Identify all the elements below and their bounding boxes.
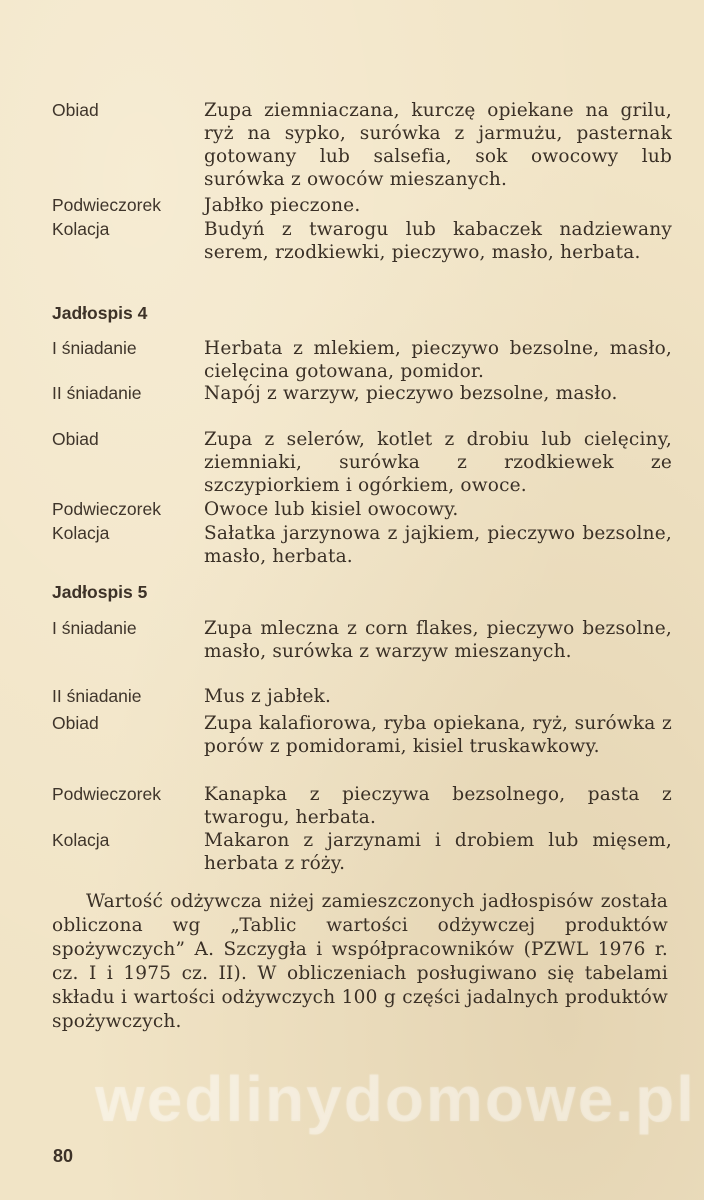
meal-description: Sałatka jarzynowa z jajkiem, pieczywo bezsolne, masło, herbata.	[204, 523, 672, 567]
menu-entry-kolacja	[52, 218, 672, 264]
meal-description: Zupa ziemniaczana, kurczę opiekane na grilu, ryż na sypko, surówka z jarmużu, pasternak gotowany lub salsefia, sok owocowy lub surówka z owoców mieszanych.	[204, 100, 672, 190]
meal-description: Makaron z jarzynami i drobiem lub mięsem, herbata z róży.	[204, 830, 672, 874]
meal-label: Podwieczorek	[52, 784, 161, 804]
meal-description: Kanapka z pieczywa bezsolnego, pasta z twarogu, herbata.	[204, 784, 672, 828]
menu-5-entry-i-sniadanie	[52, 617, 672, 663]
meal-description: Budyń z twarogu lub kabaczek nadziewany serem, rzodkiewki, pieczywo, masło, herbata.	[204, 219, 672, 263]
menu-5-entry-podwieczorek	[52, 783, 672, 829]
meal-label: Obiad	[52, 429, 99, 449]
meal-label: Kolacja	[52, 523, 110, 543]
meal-description: Zupa kalafiorowa, ryba opiekana, ryż, surówka z porów z pomidorami, kisiel truskawkowy.	[204, 713, 672, 757]
menu-5-entry-obiad	[52, 712, 672, 758]
menu-5-title: Jadłospis 5	[52, 582, 148, 602]
meal-description: Napój z warzyw, pieczywo bezsolne, masło.	[204, 383, 618, 404]
menu-4-entry-obiad	[52, 428, 672, 497]
page-number: 80	[53, 1146, 74, 1166]
menu-4-entry-kolacja	[52, 522, 672, 568]
meal-description: Mus z jabłek.	[204, 686, 332, 707]
meal-label: Obiad	[52, 100, 99, 120]
menu-4-entry-i-sniadanie	[52, 337, 672, 383]
meal-description: Owoce lub kisiel owocowy.	[204, 499, 459, 520]
meal-description: Jabłko pieczone.	[204, 195, 361, 216]
watermark-text: wedlinydomowe.pl	[95, 1063, 696, 1135]
menu-entry-podwieczorek	[52, 194, 672, 217]
meal-description: Herbata z mlekiem, pieczywo bezsolne, masło, cielęcina gotowana, pomidor.	[204, 338, 672, 382]
menu-entry-obiad	[52, 99, 672, 191]
meal-label: Kolacja	[52, 219, 110, 239]
meal-label: I śniadanie	[52, 618, 137, 638]
menu-5-entry-kolacja	[52, 829, 672, 875]
meal-description: Zupa mleczna z corn flakes, pieczywo bezsolne, masło, surówka z warzyw mieszanych.	[204, 618, 672, 662]
meal-label: Kolacja	[52, 830, 110, 850]
menu-4-entry-podwieczorek	[52, 498, 672, 521]
meal-label: II śniadanie	[52, 383, 142, 403]
meal-label: II śniadanie	[52, 686, 142, 706]
meal-description: Zupa z selerów, kotlet z drobiu lub cielęciny, ziemniaki, surówka z rzodkiewek ze szczypiorkiem i ogórkiem, owoce.	[204, 429, 672, 496]
menu-4-entry-ii-sniadanie	[52, 382, 672, 405]
meal-label: I śniadanie	[52, 338, 137, 358]
meal-label: Obiad	[52, 713, 99, 733]
menu-4-title: Jadłospis 4	[52, 303, 148, 323]
meal-label: Podwieczorek	[52, 195, 161, 215]
meal-label: Podwieczorek	[52, 499, 161, 519]
menu-5-entry-ii-sniadanie	[52, 685, 672, 708]
nutrition-note: Wartość odżywcza niżej zamieszczonych jadłospisów została obliczona wg „Tablic wartości odżywczej produktów spożywczych” A. Szczygła i współpracowników (PZWL 1976 r. cz. I i 1975 cz. II). W obliczeniach posługiwano się tabelami składu i wartości odżywczych 100 g części jadalnych produktów spożywczych.	[52, 891, 668, 1032]
